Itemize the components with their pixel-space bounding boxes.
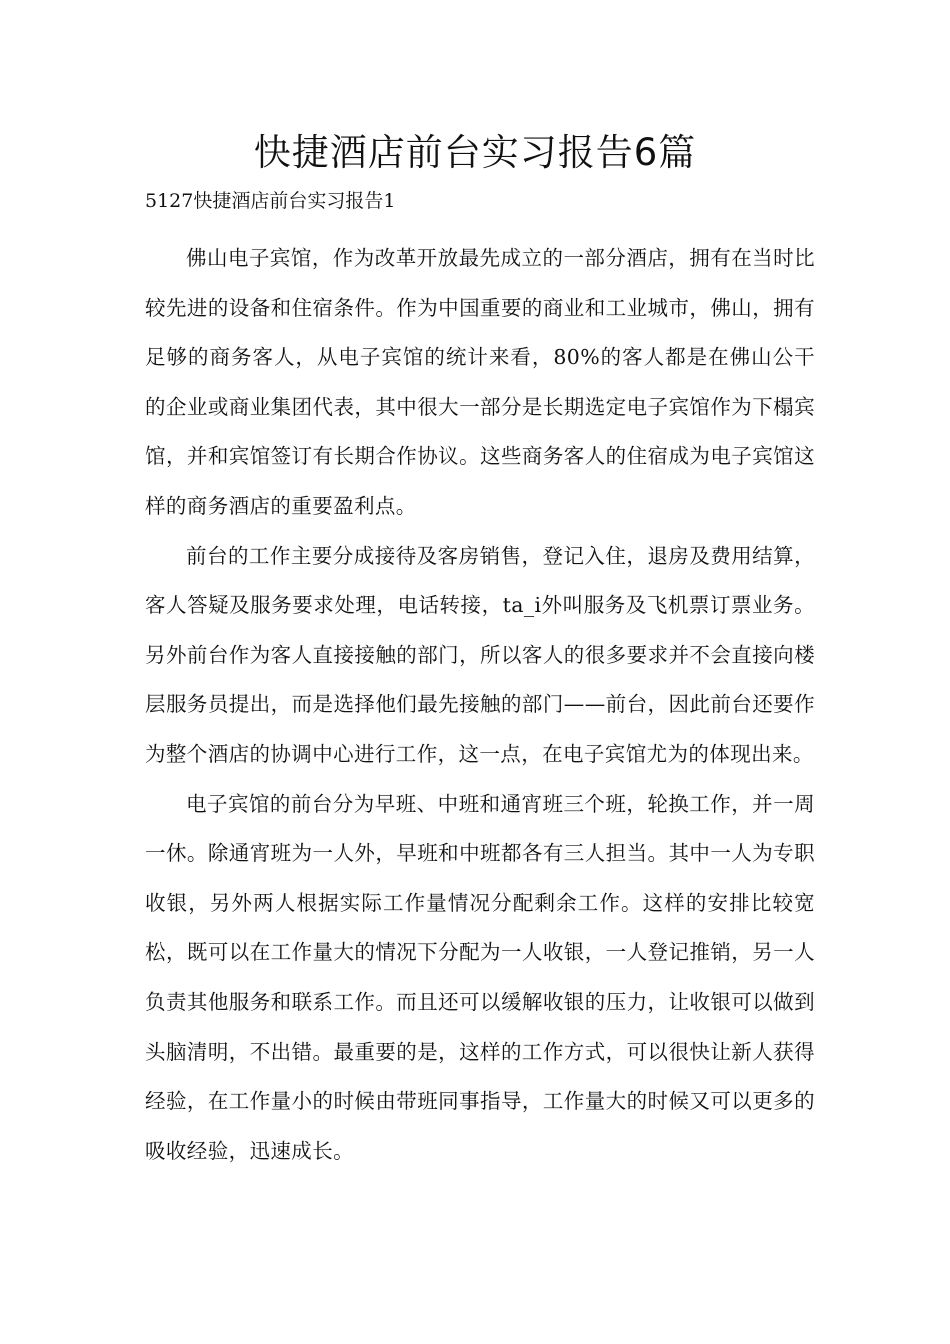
paragraph: 电子宾馆的前台分为早班、中班和通宵班三个班，轮换工作，并一周一休。除通宵班为一人外，早班和中班都各有三人担当。其中一人为专职收银，另外两人根据实际工作量情况分配剩余工作。这样的安排比较宽松，既可以在工作量大的情况下分配为一人收银，一人登记推销，另一人负责其他服务和联系工作。而且还可以缓解收银的压力，让收银可以做到头脑清明，不出错。最重要的是，这样的工作方式，可以很快让新人获得经验，在工作量小的时候由带班同事指导，工作量大的时候又可以更多的吸收经验，迅速成长。	[145, 791, 815, 1163]
document-body	[145, 234, 815, 1176]
document-subtitle: 5127快捷酒店前台实习报告1	[145, 190, 396, 212]
paragraph: 佛山电子宾馆，作为改革开放最先成立的一部分酒店，拥有在当时比较先进的设备和住宿条件。作为中国重要的商业和工业城市，佛山，拥有足够的商务客人，从电子宾馆的统计来看，80%的客人都是在佛山公干的企业或商业集团代表，其中很大一部分是长期选定电子宾馆作为下榻宾馆，并和宾馆签订有长期合作协议。这些商务客人的住宿成为电子宾馆这样的商务酒店的重要盈利点。	[145, 246, 815, 518]
paragraph: 前台的工作主要分成接待及客房销售，登记入住，退房及费用结算，客人答疑及服务要求处理，电话转接，ta_i外叫服务及飞机票订票业务。另外前台作为客人直接接触的部门，所以客人的很多要求并不会直接向楼层服务员提出，而是选择他们最先接触的部门——前台，因此前台还要作为整个酒店的协调中心进行工作，这一点，在电子宾馆尤为的体现出来。	[145, 543, 815, 766]
document-title: 快捷酒店前台实习报告6篇	[253, 131, 697, 174]
